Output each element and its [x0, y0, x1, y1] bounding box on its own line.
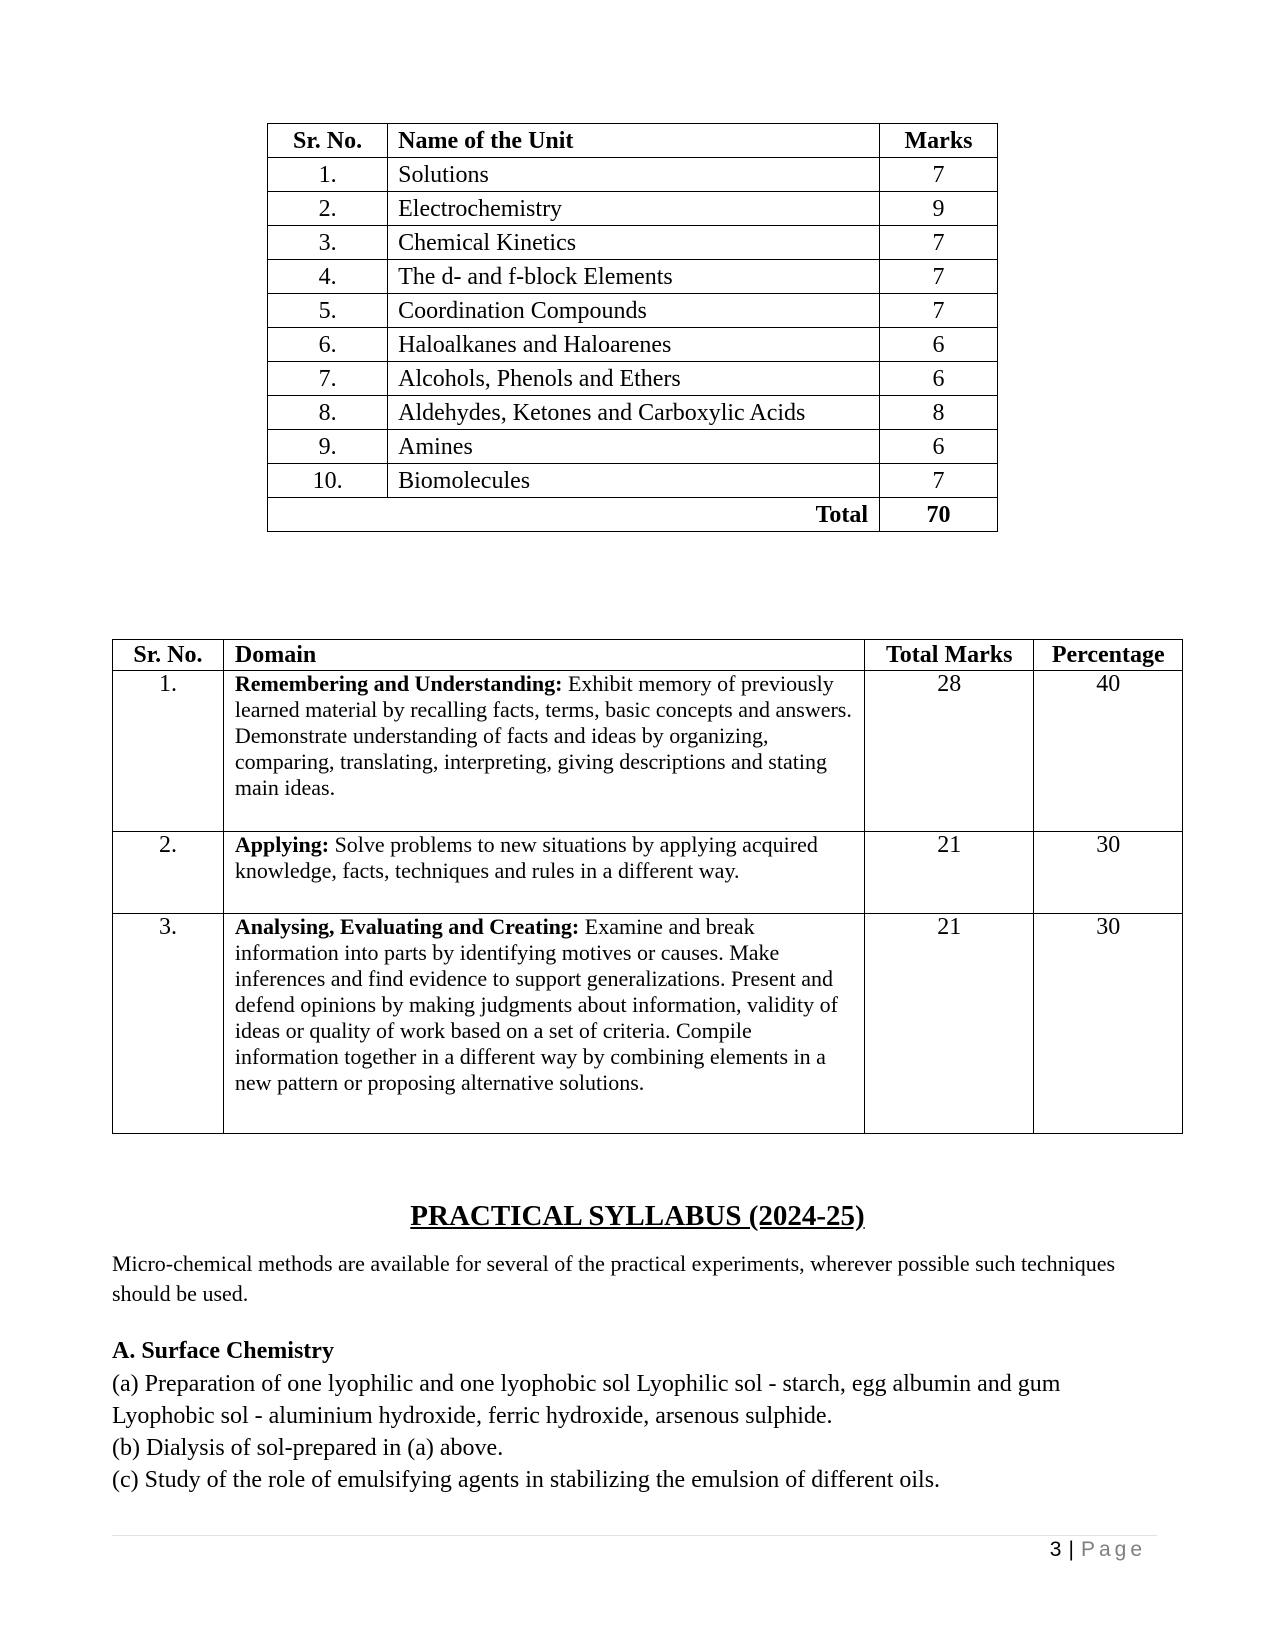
table-row	[268, 328, 998, 362]
unit-name: Alcohols, Phenols and Ethers	[388, 362, 880, 396]
domain-lead: Analysing, Evaluating and Creating:	[234, 914, 580, 939]
unit-marks: 6	[880, 328, 998, 362]
unit-marks: 8	[880, 396, 998, 430]
table-row	[268, 158, 998, 192]
domain-header-total-marks: Total Marks	[864, 640, 1034, 671]
page-word: Page	[1080, 1538, 1146, 1561]
domain-description	[223, 832, 864, 914]
unit-name: Solutions	[388, 158, 880, 192]
table-row	[268, 226, 998, 260]
table-row	[268, 192, 998, 226]
units-table-header-row	[268, 124, 998, 158]
domain-description	[223, 671, 864, 832]
unit-sr: 5.	[268, 294, 388, 328]
units-header-sr: Sr. No.	[268, 124, 388, 158]
unit-name: Coordination Compounds	[388, 294, 880, 328]
table-row	[268, 396, 998, 430]
domain-weightage-table	[112, 639, 1183, 1134]
unit-name: Aldehydes, Ketones and Carboxylic Acids	[388, 396, 880, 430]
unit-sr: 10.	[268, 464, 388, 498]
unit-name: The d- and f-block Elements	[388, 260, 880, 294]
unit-sr: 8.	[268, 396, 388, 430]
footer-divider	[112, 1535, 1157, 1536]
unit-marks: 6	[880, 362, 998, 396]
unit-marks: 7	[880, 464, 998, 498]
table-row	[113, 671, 1183, 832]
units-total-value: 70	[880, 498, 998, 532]
unit-name: Amines	[388, 430, 880, 464]
domain-total-marks: 21	[864, 914, 1034, 1134]
domain-sr: 2.	[113, 832, 224, 914]
list-item: Lyophobic sol - aluminium hydroxide, ferric hydroxide, arsenous sulphide.	[112, 1403, 833, 1429]
units-header-marks: Marks	[880, 124, 998, 158]
units-total-row	[268, 498, 998, 532]
unit-sr: 7.	[268, 362, 388, 396]
domain-lead: Applying:	[234, 832, 330, 857]
unit-sr: 6.	[268, 328, 388, 362]
units-marks-table	[267, 123, 998, 532]
units-header-name: Name of the Unit	[388, 124, 880, 158]
unit-sr: 3.	[268, 226, 388, 260]
unit-marks: 7	[880, 226, 998, 260]
footer-separator: |	[1068, 1538, 1075, 1561]
domain-sr: 3.	[113, 914, 224, 1134]
unit-name: Biomolecules	[388, 464, 880, 498]
unit-name: Electrochemistry	[388, 192, 880, 226]
domain-percentage: 40	[1034, 671, 1183, 832]
unit-marks: 7	[880, 158, 998, 192]
list-item: (c) Study of the role of emulsifying agents in stabilizing the emulsion of different oils.	[112, 1467, 941, 1493]
domain-text: Solve problems to new situations by applying acquired knowledge, facts, techniques and rules in a different way.	[234, 832, 818, 883]
table-row	[113, 832, 1183, 914]
unit-marks: 7	[880, 294, 998, 328]
domain-total-marks: 21	[864, 832, 1034, 914]
domain-table-header-row	[113, 640, 1183, 671]
domain-text: Exhibit memory of previously learned material by recalling facts, terms, basic concepts and answers. Demonstrate understanding of facts and ideas by organizing, comparing, translating, interpreting, giving descriptions and stating main ideas.	[234, 671, 852, 800]
domain-lead: Remembering and Understanding:	[234, 671, 563, 696]
table-row	[113, 914, 1183, 1134]
unit-name: Haloalkanes and Haloarenes	[388, 328, 880, 362]
domain-text: Examine and break information into parts by identifying motives or causes. Make inferences and find evidence to support generalizations. Present and defend opinions by making judgments about information, validity of ideas or quality of work based on a set of criteria. Compile information together in a different way by combining elements in a new pattern or proposing alternative solutions.	[234, 914, 838, 1095]
unit-marks: 7	[880, 260, 998, 294]
practical-syllabus-title: PRACTICAL SYLLABUS (2024-25)	[410, 1200, 865, 1232]
list-item: (b) Dialysis of sol-prepared in (a) above.	[112, 1435, 504, 1461]
table-row	[268, 294, 998, 328]
domain-percentage: 30	[1034, 832, 1183, 914]
table-row	[268, 260, 998, 294]
domain-header-domain: Domain	[223, 640, 864, 671]
unit-marks: 9	[880, 192, 998, 226]
unit-sr: 2.	[268, 192, 388, 226]
unit-sr: 4.	[268, 260, 388, 294]
unit-marks: 6	[880, 430, 998, 464]
domain-description	[223, 914, 864, 1134]
table-row	[268, 464, 998, 498]
practical-intro-paragraph: Micro-chemical methods are available for several of the practical experiments, wherever possible such techniques should be used.	[112, 1251, 1116, 1306]
units-total-label: Total	[268, 498, 880, 532]
page-number: 3	[1049, 1538, 1063, 1561]
domain-total-marks: 28	[864, 671, 1034, 832]
domain-header-percentage: Percentage	[1034, 640, 1183, 671]
domain-header-sr: Sr. No.	[113, 640, 224, 671]
unit-sr: 9.	[268, 430, 388, 464]
section-a-heading: A. Surface Chemistry	[112, 1338, 334, 1364]
unit-name: Chemical Kinetics	[388, 226, 880, 260]
table-row	[268, 430, 998, 464]
list-item: (a) Preparation of one lyophilic and one lyophobic sol Lyophilic sol - starch, egg albumin and gum	[112, 1371, 1061, 1397]
table-row	[268, 362, 998, 396]
domain-percentage: 30	[1034, 914, 1183, 1134]
unit-sr: 1.	[268, 158, 388, 192]
page-footer	[1050, 1538, 1146, 1562]
domain-sr: 1.	[113, 671, 224, 832]
